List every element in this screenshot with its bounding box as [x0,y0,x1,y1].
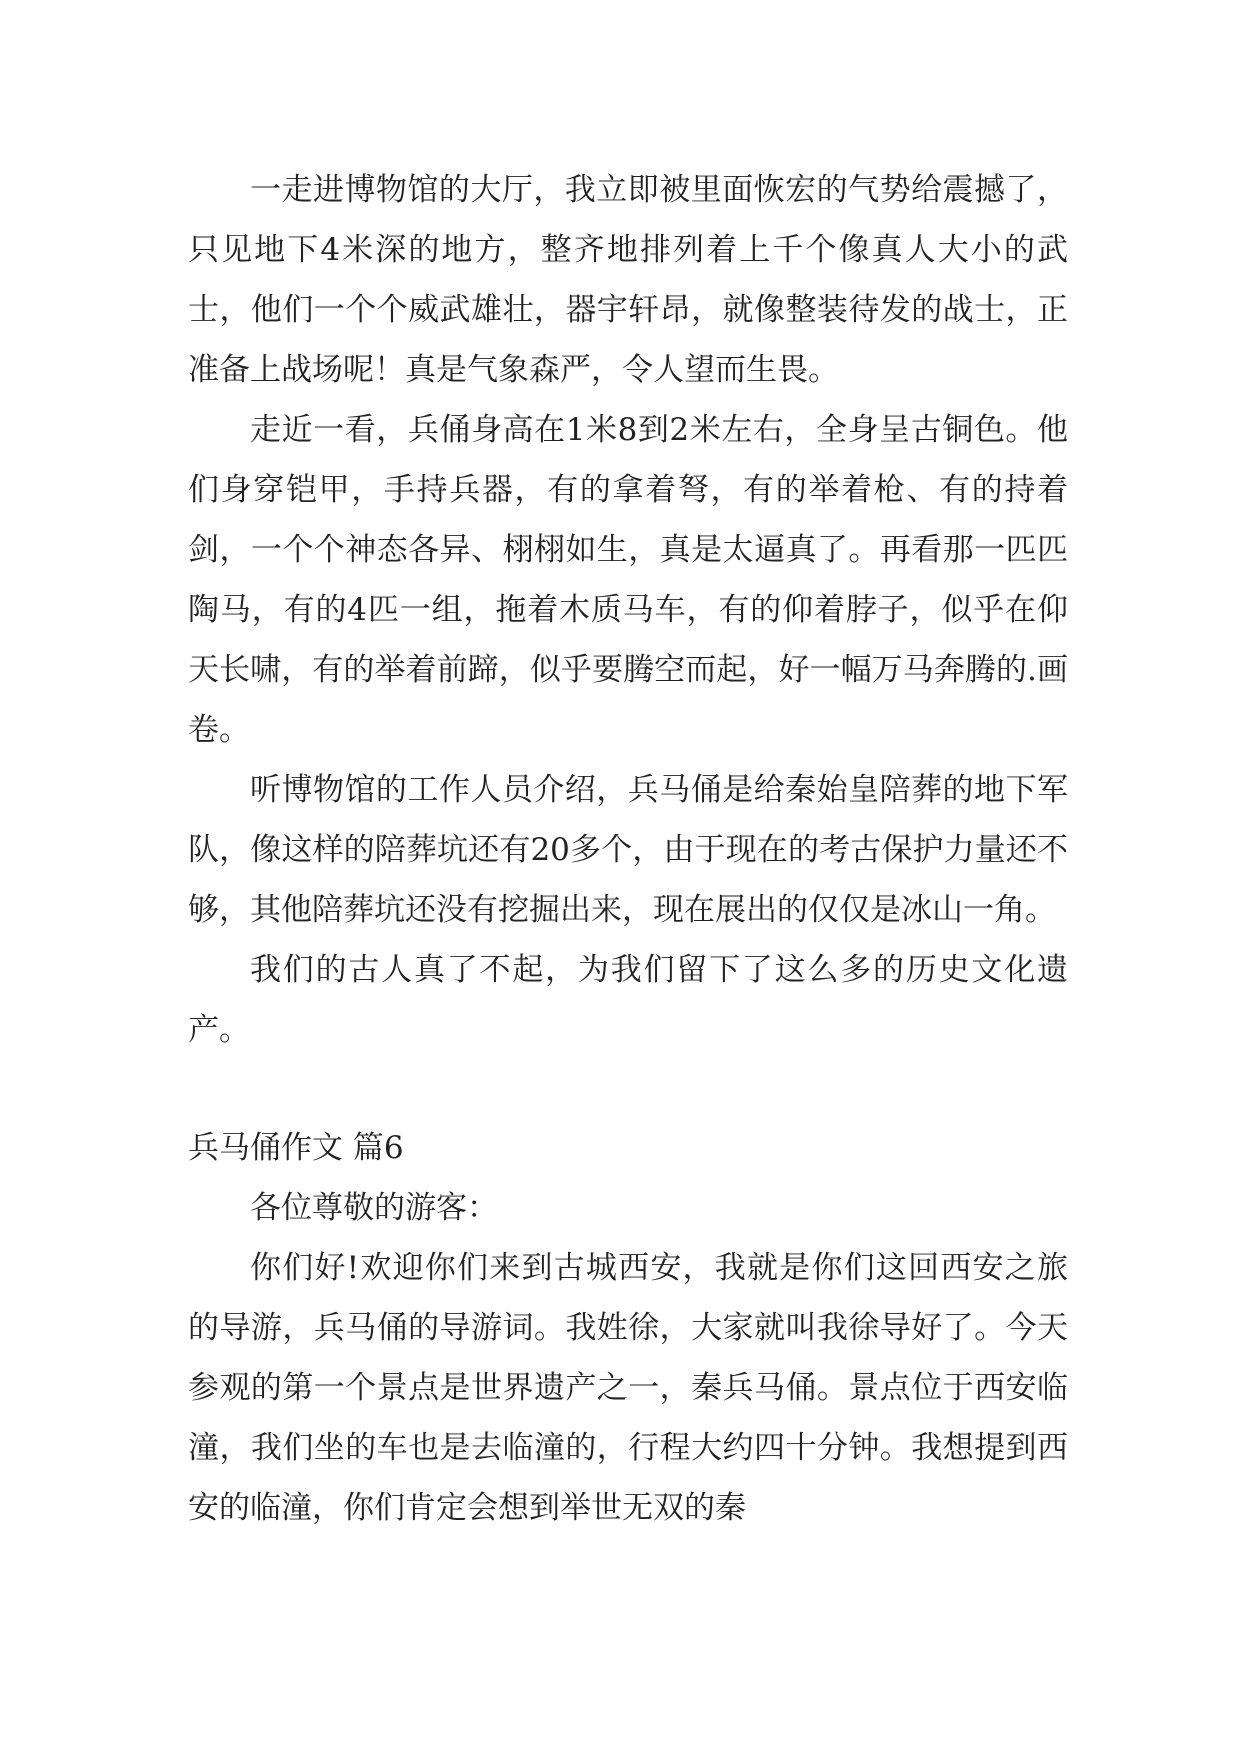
document-body [188,160,1068,1538]
section-spacer [188,1060,1068,1118]
paragraph-warriors-horses: 走近一看，兵俑身高在1米8到2米左右，全身呈古铜色。他们身穿铠甲，手持兵器，有的拿着弩，有的举着枪、有的持着剑，一个个神态各异、栩栩如生，真是太逼真了。再看那一匹匹陶马，有的4匹一组，拖着木质马车，有的仰着脖子，似乎在仰天长啸，有的举着前蹄，似乎要腾空而起，好一幅万马奔腾的.画卷。 [188,412,1068,748]
paragraph-greeting: 各位尊敬的游客： [250,1190,498,1226]
paragraph-cultural-heritage: 我们的古人真了不起，为我们留下了这么多的历史文化遗产。 [188,952,1068,1048]
paragraph-hall-impression: 一走进博物馆的大厅，我立即被里面恢宏的气势给震撼了，只见地下4米深的地方，整齐地排列着上千个像真人大小的武士，他们一个个威武雄壮，器宇轩昂，就像整装待发的战士，正准备上战场呢！真是气象森严，令人望而生畏。 [188,172,1068,388]
section-title: 兵马俑作文 篇6 [188,1130,404,1166]
paragraph-guide-intro: 你们好!欢迎你们来到古城西安，我就是你们这回西安之旅的导游，兵马俑的导游词。我姓徐，大家就叫我徐导好了。今天参观的第一个景点是世界遗产之一，秦兵马俑。景点位于西安临潼，我们坐的车也是去临潼的，行程大约四十分钟。我想提到西安的临潼，你们肯定会想到举世无双的秦 [188,1250,1068,1526]
paragraph-museum-staff: 听博物馆的工作人员介绍，兵马俑是给秦始皇陪葬的地下军队，像这样的陪葬坑还有20多个，由于现在的考古保护力量还不够，其他陪葬坑还没有挖掘出来，现在展出的仅仅是冰山一角。 [188,772,1068,928]
